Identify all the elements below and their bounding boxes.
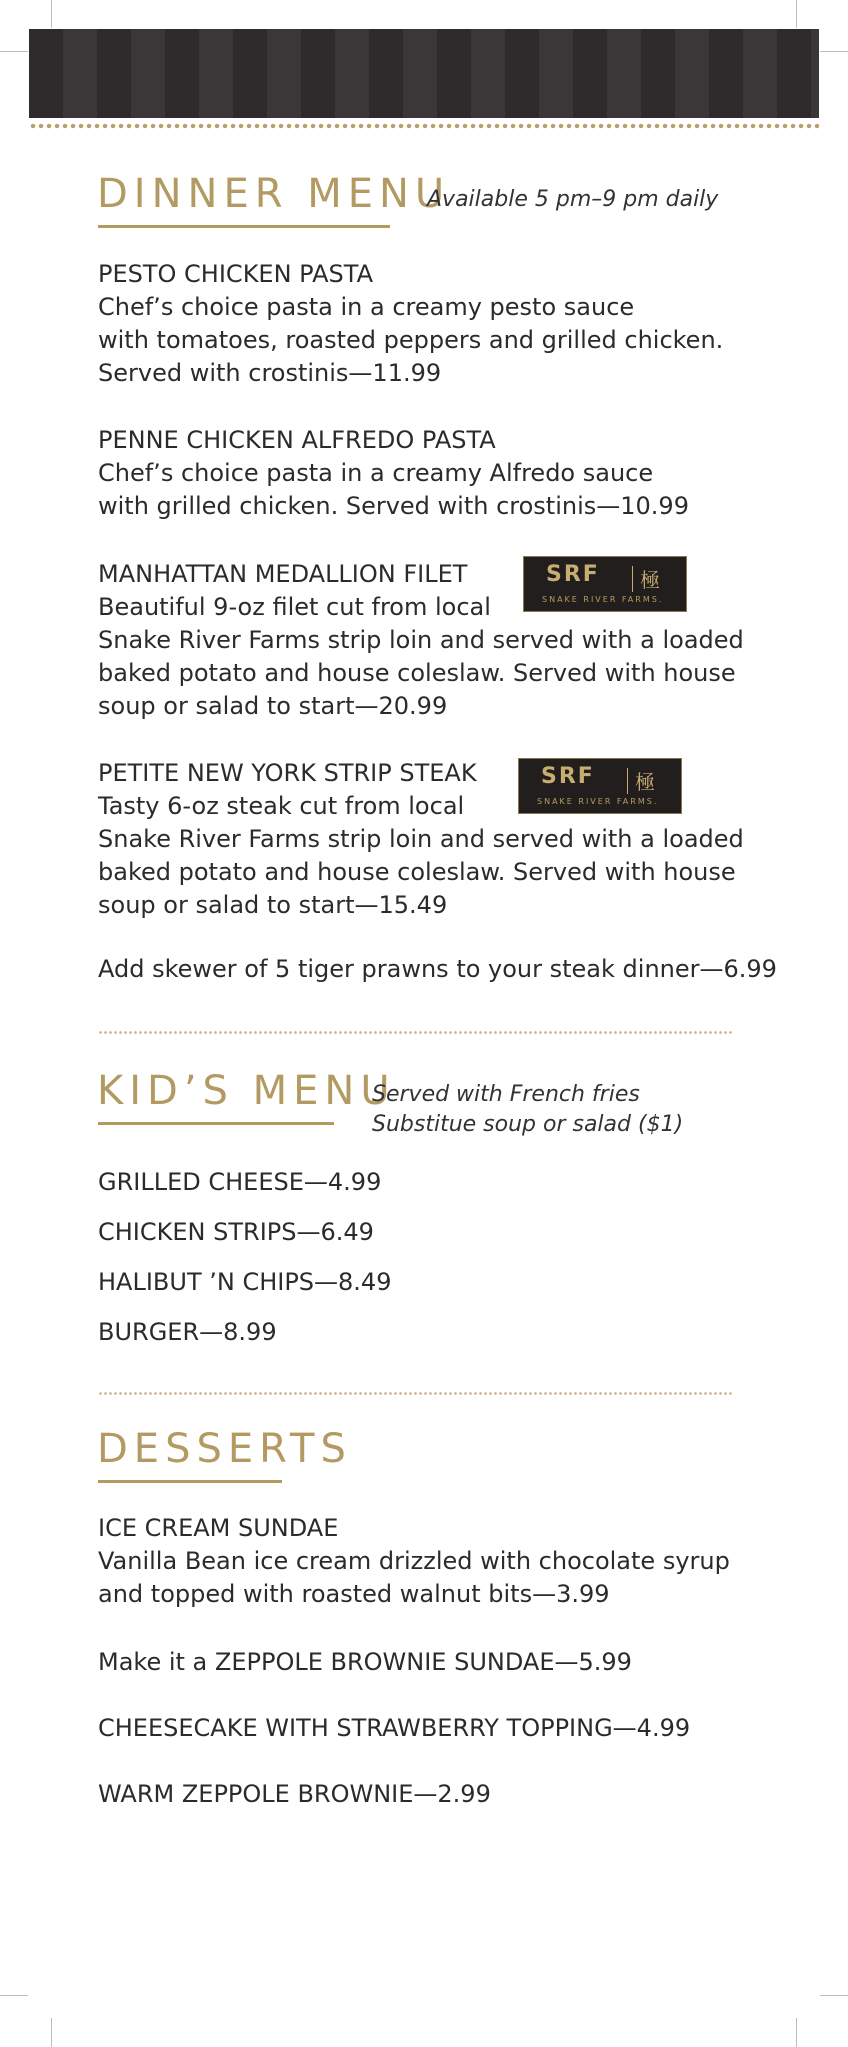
kids-item-halibut-chips: HALIBUT ’N CHIPS—8.49 xyxy=(98,1268,392,1296)
section-divider xyxy=(98,1031,734,1034)
crop-mark xyxy=(0,1995,28,1996)
crop-mark xyxy=(0,51,28,52)
dinner-menu-heading: DINNER MENU xyxy=(97,171,451,217)
desserts-heading: DESSERTS xyxy=(97,1426,352,1472)
kids-menu-note: Served with French fries Substitue soup or salad ($1) xyxy=(372,1082,684,1137)
crop-mark xyxy=(820,51,848,52)
snake-river-farms-logo: SRF 極 SNAKE RIVER FARMS. xyxy=(518,758,682,814)
menu-item-pesto-chicken-pasta: PESTO CHICKEN PASTA Chef’s choice pasta in a creamy pesto sauce with tomatoes, roasted peppers and grilled chicken. Served with crostinis—11.99 xyxy=(98,260,724,387)
steak-addon-prawns: Add skewer of 5 tiger prawns to your steak dinner—6.99 xyxy=(98,955,777,983)
crop-mark xyxy=(796,2018,797,2047)
kids-item-grilled-cheese: GRILLED CHEESE—4.99 xyxy=(98,1168,382,1196)
kids-item-chicken-strips: CHICKEN STRIPS—6.49 xyxy=(98,1218,374,1246)
crop-mark xyxy=(51,0,52,28)
section-divider xyxy=(98,1392,734,1395)
menu-item-petite-new-york-strip: PETITE NEW YORK STRIP STEAK Tasty 6-oz steak cut from local Snake River Farms strip loin and served with a loaded baked potato and house coleslaw. Served with house soup or salad to start—15.49 xyxy=(98,759,744,919)
beaded-border xyxy=(29,123,819,129)
snake-river-farms-logo: SRF 極 SNAKE RIVER FARMS. xyxy=(523,556,687,612)
kids-menu-heading: KID’S MENU xyxy=(97,1068,396,1114)
dinner-heading-underline xyxy=(98,225,390,228)
dessert-warm-zeppole-brownie: WARM ZEPPOLE BROWNIE—2.99 xyxy=(98,1780,491,1808)
kids-item-burger: BURGER—8.99 xyxy=(98,1318,277,1346)
crop-mark xyxy=(51,2018,52,2047)
dessert-ice-cream-sundae: ICE CREAM SUNDAE Vanilla Bean ice cream drizzled with chocolate syrup and topped with roasted walnut bits—3.99 xyxy=(98,1514,730,1608)
dessert-cheesecake: CHEESECAKE WITH STRAWBERRY TOPPING—4.99 xyxy=(98,1714,691,1742)
kids-heading-underline xyxy=(98,1122,334,1125)
menu-item-manhattan-medallion-filet: MANHATTAN MEDALLION FILET Beautiful 9-oz filet cut from local Snake River Farms strip loin and served with a loaded baked potato and house coleslaw. Served with house soup or salad to start—20.99 xyxy=(98,560,744,720)
header-banner xyxy=(29,29,819,118)
dinner-availability-note: Available 5 pm–9 pm daily xyxy=(427,187,719,212)
menu-item-penne-chicken-alfredo: PENNE CHICKEN ALFREDO PASTA Chef’s choice pasta in a creamy Alfredo sauce with grilled chicken. Served with crostinis—10.99 xyxy=(98,426,689,520)
crop-mark xyxy=(796,0,797,28)
dessert-zeppole-brownie-sundae: Make it a ZEPPOLE BROWNIE SUNDAE—5.99 xyxy=(98,1648,632,1676)
desserts-heading-underline xyxy=(98,1480,282,1483)
crop-mark xyxy=(820,1995,848,1996)
